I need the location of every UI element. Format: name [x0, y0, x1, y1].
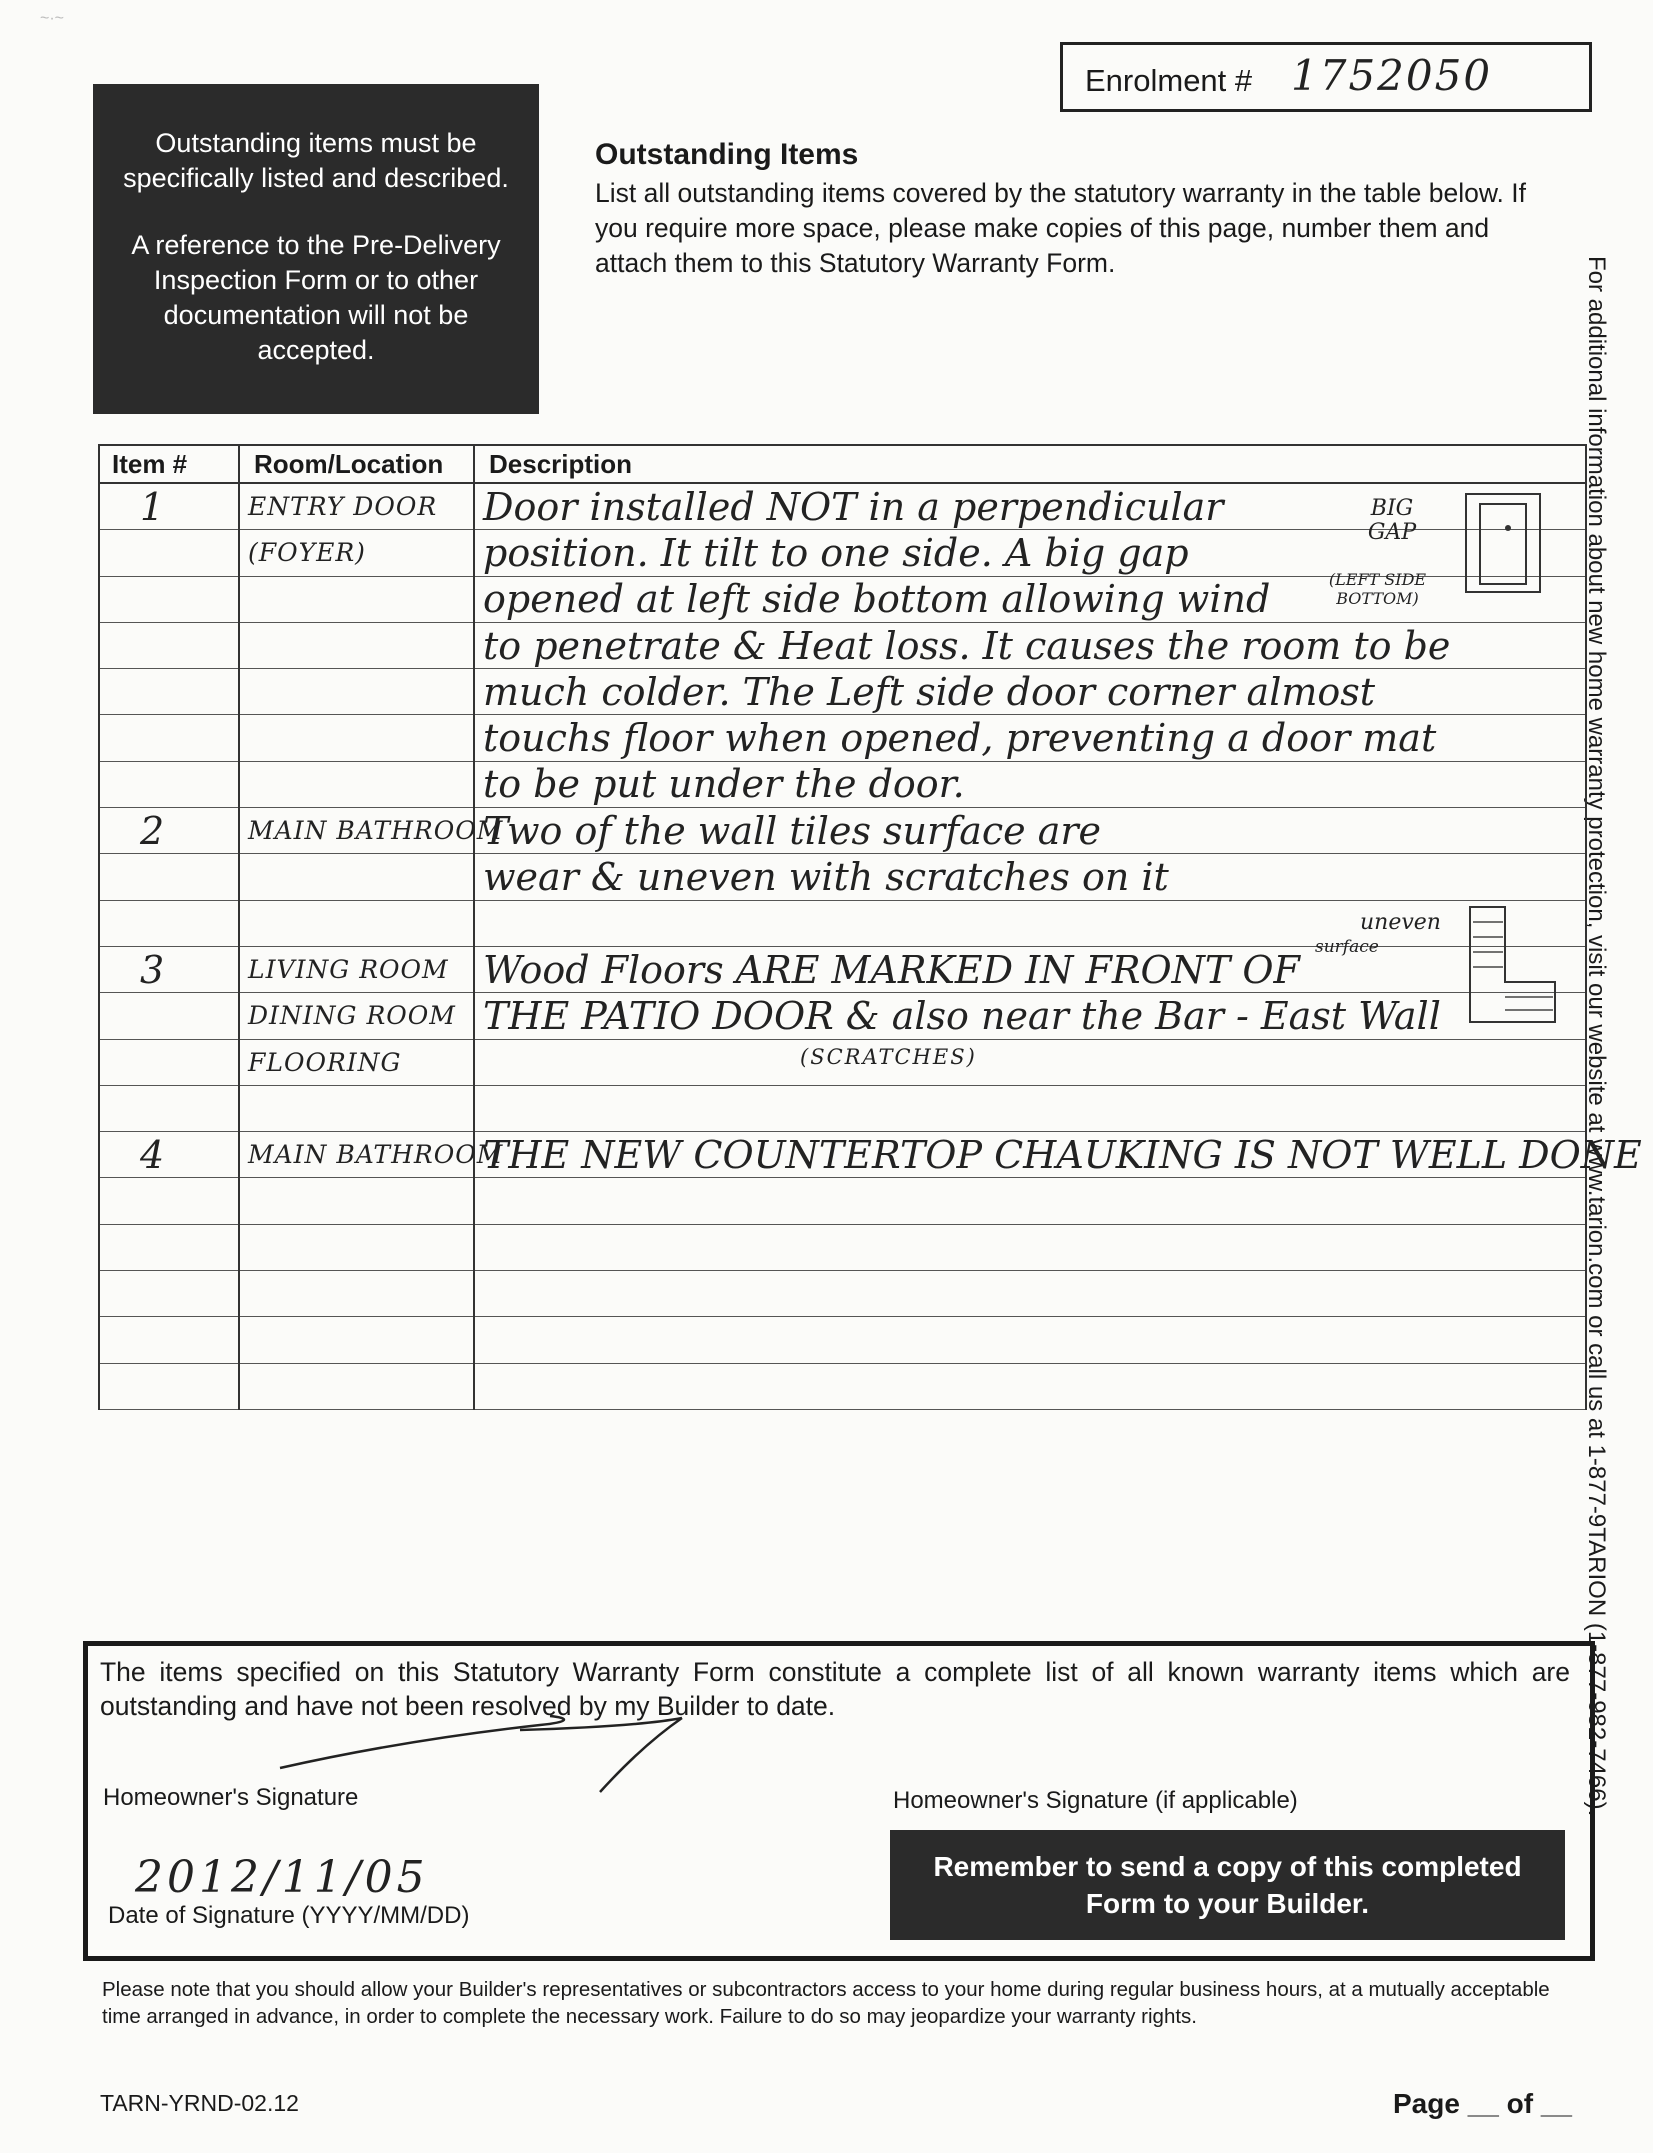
item-cell [99, 1132, 239, 1178]
description-cell-text [475, 1225, 483, 1269]
note-left-side-bottom: (LEFT SIDE BOTTOM) [1328, 570, 1427, 608]
description-cell-text [475, 901, 483, 945]
room-cell [239, 900, 474, 946]
table-row [99, 1224, 1586, 1270]
header-room: Room/Location [239, 445, 474, 483]
section-title: Outstanding Items [595, 138, 859, 171]
description-cell-text: Door installed NOT in a perpendicular [483, 484, 1224, 529]
signature-label-1: Homeowner's Signature [103, 1784, 359, 1811]
table-row [99, 669, 1586, 715]
table-row [99, 993, 1586, 1039]
room-cell-text [240, 1372, 248, 1401]
table-row [99, 1132, 1586, 1178]
description-cell-text: opened at left side bottom allowing wind [483, 577, 1271, 622]
item-cell [99, 1039, 239, 1085]
item-cell [99, 761, 239, 807]
description-cell-text: much colder. The Left side door corner almost [483, 669, 1376, 714]
item-cell [99, 1317, 239, 1363]
item-cell-text: 4 [140, 1132, 165, 1177]
description-cell [474, 622, 1586, 668]
description-cell-text: to be put under the door. [483, 762, 965, 807]
room-cell-text: FLOORING [248, 1047, 402, 1077]
room-cell [239, 483, 474, 530]
item-cell-text [100, 1040, 140, 1084]
form-code: TARN-YRND-02.12 [100, 2090, 299, 2116]
note-big-gap: BIG GAP [1367, 496, 1417, 545]
description-cell-text [475, 1272, 483, 1316]
room-cell [239, 1224, 474, 1270]
room-cell [239, 993, 474, 1039]
instruction-line-1: Outstanding items must be specifically listed and described. [123, 128, 509, 193]
item-cell-text [100, 624, 140, 668]
room-cell [239, 530, 474, 576]
table-header-row [99, 445, 1586, 483]
side-info-text: For additional information about new home warranty protection, visit our website at www.tarion.com or call us at 1-877-9TARION (1-877-982-7466). [1583, 256, 1610, 1817]
signature-label-2: Homeowner's Signature (if applicable) [893, 1787, 1298, 1814]
room-cell-text [240, 1233, 248, 1262]
description-cell-text: position. It tilt to one side. A big gap [483, 530, 1189, 575]
table-row [99, 1178, 1586, 1224]
item-cell-text: 2 [140, 808, 165, 853]
tile-sketch [1465, 902, 1560, 1027]
room-cell-text [240, 1325, 248, 1354]
reminder-line-1: Remember to send a copy of this completed [933, 1851, 1522, 1882]
item-cell-text [100, 1087, 140, 1131]
description-cell [474, 1271, 1586, 1317]
section-instructions: List all outstanding items covered by the statutory warranty in the table below. If you require more space, please make copies of this page, number them and attach them to this Statutory Warranty Form. [595, 178, 1526, 278]
room-cell [239, 946, 474, 992]
room-cell-text: ENTRY DOOR [248, 492, 438, 522]
item-cell [99, 946, 239, 992]
description-cell [474, 1363, 1586, 1409]
table-row [99, 1271, 1586, 1317]
item-cell-text [100, 577, 140, 621]
room-cell-text: (FOYER) [248, 538, 366, 568]
item-cell [99, 1178, 239, 1224]
room-cell [239, 854, 474, 900]
room-cell [239, 1363, 474, 1409]
description-cell-text [475, 1040, 483, 1084]
description-cell [474, 854, 1586, 900]
item-cell [99, 854, 239, 900]
room-cell [239, 1039, 474, 1085]
declaration-text: The items specified on this Statutory Warranty Form constitute a complete list of all known warranty items which are outstanding and have not been resolved by my Builder to date. [100, 1657, 1570, 1721]
room-cell-text: MAIN BATHROOM [248, 816, 504, 846]
table-row [99, 1085, 1586, 1131]
room-cell-text: LIVING ROOM [248, 955, 449, 985]
room-cell-text [240, 863, 248, 892]
room-cell [239, 715, 474, 761]
room-cell-text: DINING ROOM [248, 1001, 456, 1031]
item-cell [99, 622, 239, 668]
table-row [99, 854, 1586, 900]
description-cell-text: touchs floor when opened, preventing a door mat [483, 716, 1437, 761]
corner-scribble: ~·~ [40, 10, 65, 27]
room-cell-text [240, 585, 248, 614]
page-number: Page __ of __ [1393, 2088, 1572, 2119]
item-cell-text [100, 670, 140, 714]
item-cell [99, 900, 239, 946]
description-cell-text [475, 1179, 483, 1223]
description-cell [474, 808, 1586, 854]
item-cell-text [100, 901, 140, 945]
instruction-line-2: A reference to the Pre-Delivery Inspection Form or to other documentation will not be accepted. [131, 230, 501, 365]
description-cell [474, 993, 1586, 1039]
item-cell [99, 808, 239, 854]
description-cell-text [475, 1087, 483, 1131]
reminder-box [890, 1830, 1565, 1940]
description-cell [474, 946, 1586, 992]
enrolment-label: Enrolment # [1085, 63, 1253, 98]
room-cell [239, 1317, 474, 1363]
description-cell-text [475, 1364, 483, 1408]
description-cell-text: THE PATIO DOOR & also near the Bar - East Wall [483, 993, 1441, 1038]
room-cell [239, 1085, 474, 1131]
description-cell-text: Wood Floors ARE MARKED IN FRONT OF [483, 947, 1300, 992]
description-cell [474, 761, 1586, 807]
room-cell [239, 669, 474, 715]
item-cell-text [100, 1318, 140, 1362]
enrolment-box [1060, 42, 1592, 112]
item-cell-text [100, 716, 140, 760]
room-cell-text [240, 631, 248, 660]
note-uneven: uneven [1360, 910, 1441, 935]
description-cell [474, 1224, 1586, 1270]
description-cell [474, 1132, 1642, 1178]
item-cell-text [100, 1179, 140, 1223]
room-cell-text: MAIN BATHROOM [248, 1140, 504, 1170]
description-cell [474, 1039, 1586, 1085]
item-cell [99, 993, 239, 1039]
item-cell [99, 669, 239, 715]
item-cell [99, 1085, 239, 1131]
table-row [99, 715, 1586, 761]
item-cell [99, 1224, 239, 1270]
item-cell [99, 483, 239, 530]
reminder-line-2: Form to your Builder. [1085, 1888, 1370, 1919]
header-description: Description [474, 445, 1586, 483]
room-cell [239, 808, 504, 854]
room-cell-text [240, 1279, 248, 1308]
description-cell-text: THE NEW COUNTERTOP CHAUKING IS NOT WELL DONE [483, 1132, 1642, 1177]
description-cell [474, 715, 1586, 761]
room-cell-text [240, 770, 248, 799]
item-cell [99, 715, 239, 761]
room-cell-text [240, 909, 248, 938]
footer-note: Please note that you should allow your Builder's representatives or subcontractors access to your home during regular business hours, at a mutually acceptable time arranged in advance, in order to complete the necessary work. Failure to do so may jeopardize your warranty rights. [102, 1978, 1550, 2028]
table-row [99, 761, 1586, 807]
item-cell [99, 1363, 239, 1409]
item-cell-text: 3 [140, 947, 165, 992]
description-cell [474, 669, 1586, 715]
item-cell [99, 576, 239, 622]
item-cell-text: 1 [140, 484, 165, 529]
room-cell-text [240, 1094, 248, 1123]
room-cell-text [240, 1187, 248, 1216]
instruction-note-box [93, 84, 539, 414]
item-cell-text [100, 1225, 140, 1269]
item-cell [99, 1271, 239, 1317]
description-cell-text: wear & uneven with scratches on it [483, 855, 1169, 900]
table-row [99, 1363, 1586, 1409]
description-cell [474, 1178, 1586, 1224]
signature-date-label: Date of Signature (YYYY/MM/DD) [108, 1902, 470, 1929]
note-scratches: (SCRATCHES) [800, 1045, 977, 1069]
room-cell [239, 622, 474, 668]
note-surface: surface [1315, 937, 1379, 957]
item-cell-text [100, 1364, 140, 1408]
item-cell-text [100, 531, 140, 575]
item-cell-text [100, 994, 140, 1038]
description-cell-text: to penetrate & Heat loss. It causes the room to be [483, 623, 1451, 668]
table-row [99, 1317, 1586, 1363]
room-cell [239, 761, 474, 807]
description-cell-text: Two of the wall tiles surface are [483, 808, 1102, 853]
door-sketch [1460, 488, 1550, 598]
enrolment-number: 1752050 [1291, 51, 1493, 100]
item-cell-text [100, 1272, 140, 1316]
description-cell-text [475, 1318, 483, 1362]
room-cell [239, 576, 474, 622]
description-cell [474, 1317, 1586, 1363]
room-cell [239, 1132, 504, 1178]
table-row [99, 808, 1586, 854]
room-cell [239, 1178, 474, 1224]
item-cell [99, 530, 239, 576]
room-cell [239, 1271, 474, 1317]
signature-date-value: 2012/11/05 [135, 1852, 429, 1903]
item-cell-text [100, 762, 140, 806]
room-cell-text [240, 724, 248, 753]
item-cell-text [100, 855, 140, 899]
room-cell-text [240, 677, 248, 706]
table-row [99, 622, 1586, 668]
header-item: Item # [99, 445, 239, 483]
description-cell [474, 1085, 1586, 1131]
